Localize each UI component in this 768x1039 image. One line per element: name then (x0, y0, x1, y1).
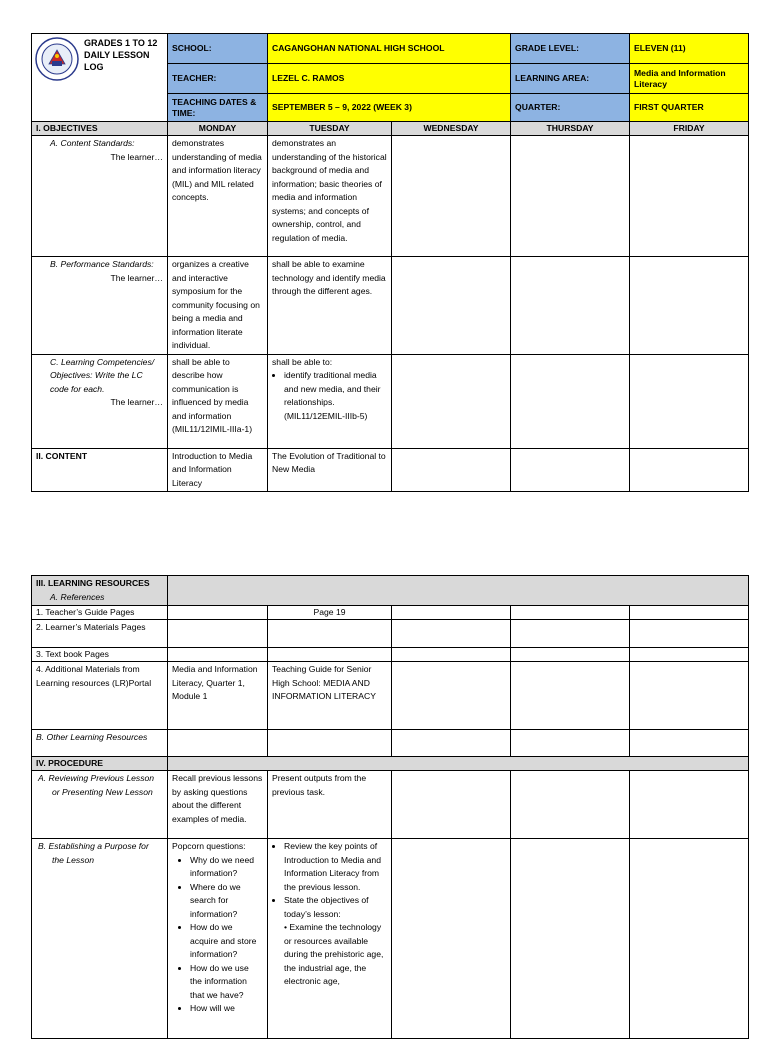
content-thursday (511, 448, 630, 492)
day-header-monday: MONDAY (168, 122, 268, 136)
learning-competencies-wednesday (392, 354, 511, 448)
grade-level-value: ELEVEN (11) (630, 34, 749, 64)
deped-header-cell (32, 34, 168, 122)
additional-materials-thursday (511, 662, 630, 730)
reviewing-lesson-friday (630, 771, 749, 839)
additional-materials-tuesday: Teaching Guide for Senior High School: MEDIA AND INFORMATION LITERACY (268, 662, 392, 730)
textbook-pages-label: 3. Text book Pages (32, 648, 168, 662)
learners-materials-label: 2. Learner’s Materials Pages (32, 620, 168, 648)
content-tuesday: The Evolution of Traditional to New Media (268, 448, 392, 492)
learners-materials-wednesday (392, 620, 511, 648)
other-resources-wednesday (392, 730, 511, 757)
competency-tuesday-list (272, 369, 387, 423)
log-title: GRADES 1 TO 12 DAILY LESSON LOG (84, 38, 158, 72)
additional-materials-wednesday (392, 662, 511, 730)
teachers-guide-label: 1. Teacher’s Guide Pages (32, 606, 168, 620)
establishing-purpose-monday (168, 839, 268, 1039)
learning-competencies-label-cell (32, 354, 168, 448)
teachers-guide-friday (630, 606, 749, 620)
additional-materials-friday (630, 662, 749, 730)
other-resources-label: B. Other Learning Resources (32, 730, 168, 757)
day-header-thursday: THURSDAY (511, 122, 630, 136)
learners-materials-thursday (511, 620, 630, 648)
school-value: CAGANGOHAN NATIONAL HIGH SCHOOL (268, 34, 511, 64)
other-resources-tuesday (268, 730, 392, 757)
other-resources-thursday (511, 730, 630, 757)
learners-materials-tuesday (268, 620, 392, 648)
teacher-label: TEACHER: (168, 64, 268, 94)
competency-tuesday-bullet: • identify traditional media and new media, and their relationships. (MIL11/12EMIL-IIIb-5) (284, 369, 387, 423)
popcorn-questions-intro: Popcorn questions: (172, 841, 246, 851)
day-header-wednesday: WEDNESDAY (392, 122, 511, 136)
popcorn-question-4: • How do we use the information that we have? (190, 962, 263, 1003)
performance-standards-learner: The learner… (110, 272, 163, 283)
establishing-purpose-label: B. Establishing a Purpose for the Lesson (32, 839, 168, 1039)
content-standards-monday: demonstrates understanding of media and information literacy (MIL) and MIL related concepts. (168, 136, 268, 257)
performance-standards-thursday (511, 257, 630, 355)
additional-materials-label: 4. Additional Materials from Learning resources (LR)Portal (32, 662, 168, 730)
reviewing-lesson-tuesday: Present outputs from the previous task. (268, 771, 392, 839)
textbook-pages-thursday (511, 648, 630, 662)
textbook-pages-wednesday (392, 648, 511, 662)
procedure-section-blank (168, 757, 749, 771)
performance-standards-label: B. Performance Standards: (50, 259, 154, 269)
learning-area-label: LEARNING AREA: (511, 64, 630, 94)
textbook-pages-tuesday (268, 648, 392, 662)
learning-resources-label-cell (32, 576, 168, 606)
teaching-dates-value: SEPTEMBER 5 – 9, 2022 (WEEK 3) (268, 94, 511, 122)
content-standards-label: A. Content Standards: (50, 138, 135, 148)
popcorn-question-2: • Where do we search for information? (190, 881, 263, 922)
day-header-friday: FRIDAY (630, 122, 749, 136)
performance-standards-tuesday: shall be able to examine technology and identify media through the different ages. (268, 257, 392, 355)
learning-competencies-thursday (511, 354, 630, 448)
teachers-guide-monday (168, 606, 268, 620)
learning-resources-blank (168, 576, 749, 606)
content-standards-label-cell (32, 136, 168, 257)
popcorn-questions-list (172, 854, 263, 1016)
establishing-purpose-wednesday (392, 839, 511, 1039)
content-friday (630, 448, 749, 492)
teacher-value: LEZEL C. RAMOS (268, 64, 511, 94)
reviewing-lesson-label: A. Reviewing Previous Lesson or Presenting New Lesson (32, 771, 168, 839)
other-resources-friday (630, 730, 749, 757)
quarter-label: QUARTER: (511, 94, 630, 122)
quarter-value: FIRST QUARTER (630, 94, 749, 122)
additional-materials-monday: Media and Information Literacy, Quarter 1, Module 1 (168, 662, 268, 730)
performance-standards-label-cell (32, 257, 168, 355)
establishing-purpose-friday (630, 839, 749, 1039)
establishing-purpose-thursday (511, 839, 630, 1039)
day-header-tuesday: TUESDAY (268, 122, 392, 136)
reviewing-lesson-wednesday (392, 771, 511, 839)
grade-level-label: GRADE LEVEL: (511, 34, 630, 64)
deped-seal-logo (35, 37, 79, 81)
learning-competencies-monday: shall be able to describe how communication is influenced by media and information (MIL11/12IMIL-IIIa-1) (168, 354, 268, 448)
content-standards-friday (630, 136, 749, 257)
purpose-tuesday-item-2 (284, 894, 387, 989)
teachers-guide-thursday (511, 606, 630, 620)
popcorn-question-1: • Why do we need information? (190, 854, 263, 881)
establishing-purpose-tuesday (268, 839, 392, 1039)
content-standards-tuesday: demonstrates an understanding of the historical background of media and information; basic theories of media and information systems; and concepts of ownership, control, and regulation of media. (268, 136, 392, 257)
objectives-section-title: I. OBJECTIVES (32, 122, 168, 136)
reviewing-lesson-monday: Recall previous lessons by asking questions about the different examples of media. (168, 771, 268, 839)
lesson-log-table-top (31, 33, 749, 492)
purpose-tuesday-list (272, 840, 387, 989)
textbook-pages-friday (630, 648, 749, 662)
performance-standards-monday: organizes a creative and interactive symposium for the community focusing on being a media and information literate individual. (168, 257, 268, 355)
learners-materials-monday (168, 620, 268, 648)
reviewing-lesson-thursday (511, 771, 630, 839)
learning-competencies-friday (630, 354, 749, 448)
learners-materials-friday (630, 620, 749, 648)
purpose-tuesday-subitem: • Examine the technology or resources available during the prehistoric age, the industrial age, the electronic age, (284, 922, 384, 986)
content-section-label: II. CONTENT (32, 448, 168, 492)
textbook-pages-monday (168, 648, 268, 662)
content-monday: Introduction to Media and Information Literacy (168, 448, 268, 492)
competency-tuesday-intro: shall be able to: (272, 356, 333, 367)
learning-competencies-learner: The learner… (110, 397, 163, 407)
popcorn-question-3: • How do we acquire and store information? (190, 921, 263, 962)
other-resources-monday (168, 730, 268, 757)
teachers-guide-tuesday: Page 19 (268, 606, 392, 620)
content-wednesday (392, 448, 511, 492)
lesson-log-table-bottom (31, 575, 749, 1039)
content-standards-wednesday (392, 136, 511, 257)
learning-area-value: Media and Information Literacy (630, 64, 749, 94)
references-label: A. References (50, 591, 105, 602)
learning-competencies-tuesday (268, 354, 392, 448)
learning-competencies-label: C. Learning Competencies/ Objectives: Write the LC code for each. (50, 356, 155, 394)
content-standards-learner: The learner… (110, 151, 163, 162)
procedure-section-label: IV. PROCEDURE (32, 757, 168, 771)
teachers-guide-wednesday (392, 606, 511, 620)
learning-resources-label: III. LEARNING RESOURCES (36, 578, 150, 588)
popcorn-question-5: • How will we (190, 1002, 263, 1016)
purpose-tuesday-item-1: • Review the key points of Introduction to Media and Information Literacy from the previous lesson. (284, 840, 387, 894)
performance-standards-friday (630, 257, 749, 355)
content-standards-thursday (511, 136, 630, 257)
performance-standards-wednesday (392, 257, 511, 355)
purpose-tuesday-item-2-text: State the objectives of today’s lesson: (284, 895, 369, 919)
school-label: SCHOOL: (168, 34, 268, 64)
teaching-dates-label: TEACHING DATES & TIME: (168, 94, 268, 122)
